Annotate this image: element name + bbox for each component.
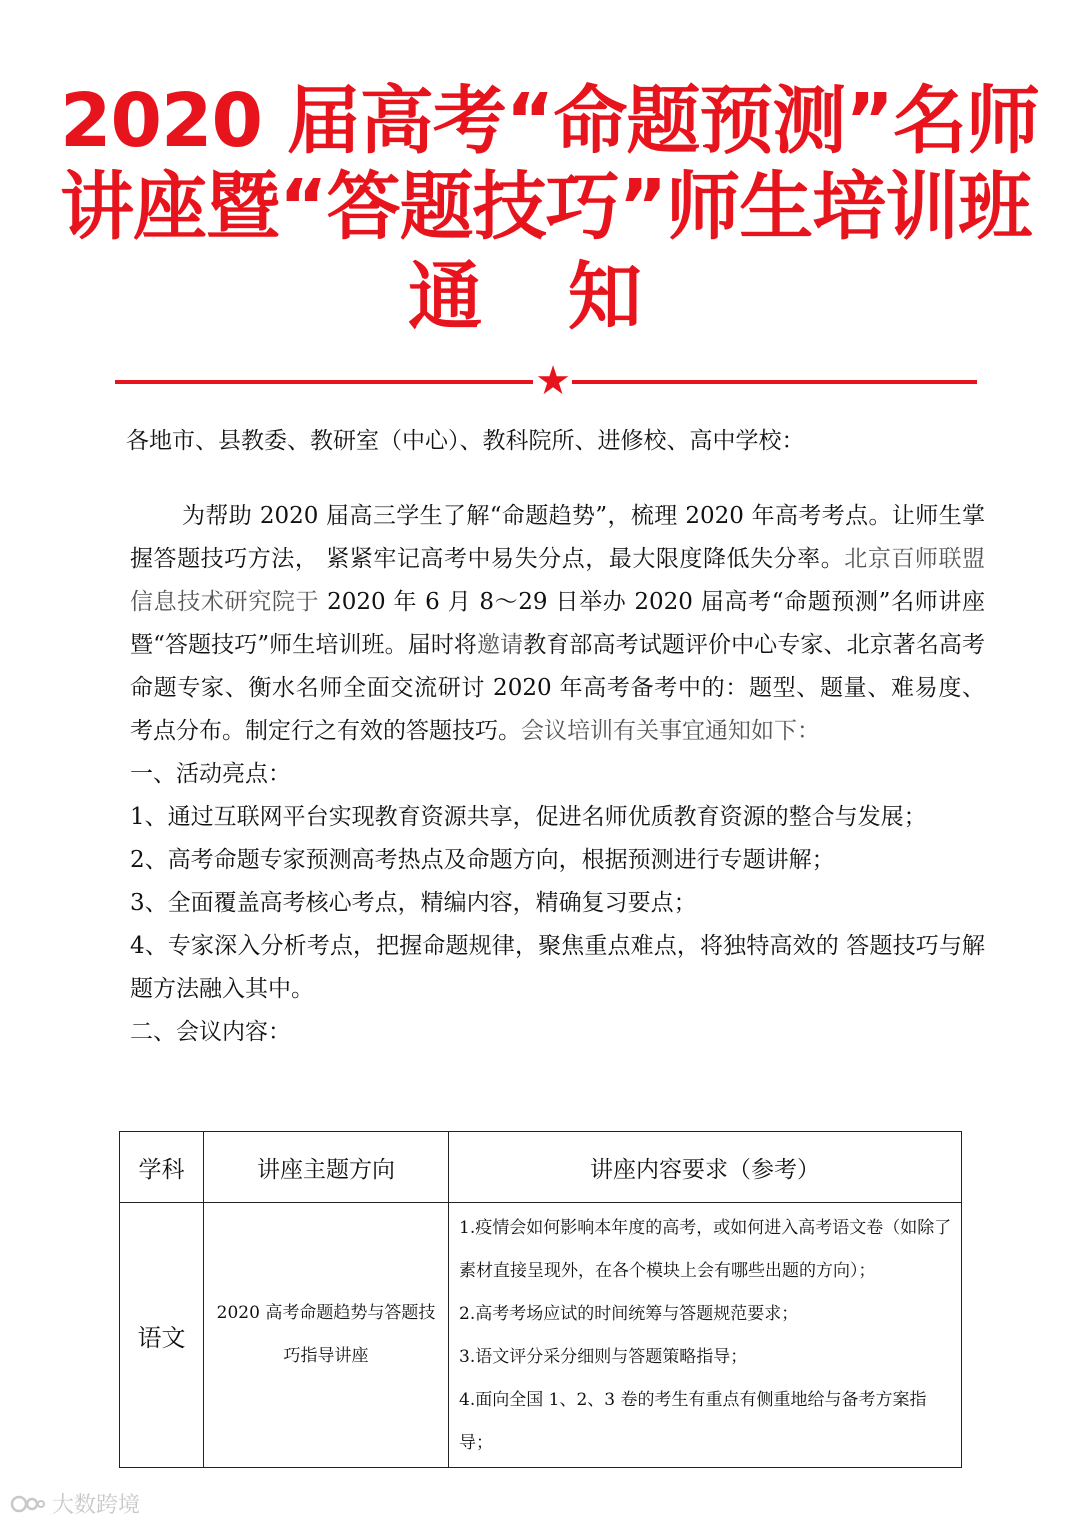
header-subject: 学科 <box>120 1132 204 1203</box>
highlight-item: 1、通过互联网平台实现教育资源共享，促进名师优质教育资源的整合与发展； <box>130 804 927 830</box>
watermark-text: 大数跨境 <box>52 1493 141 1518</box>
lecture-table <box>119 1131 962 1468</box>
intro-part-4: 邀请 <box>477 632 524 658</box>
header-content: 讲座内容要求（参考） <box>449 1132 962 1203</box>
red-divider <box>115 358 977 404</box>
content-item: 2.高考考场应试的时间统筹与答题规范要求； <box>459 1304 799 1324</box>
title-line-3: 通 知 <box>408 254 672 340</box>
highlight-item: 4、专家深入分析考点，把握命题规律，聚焦重点难点，将独特高效的 答题技巧与解题方法融入其中。 <box>130 933 985 1002</box>
intro-paragraph <box>130 495 985 753</box>
header-topic: 讲座主题方向 <box>204 1132 449 1203</box>
divider-line-right <box>572 380 977 384</box>
notice-title <box>60 78 1039 340</box>
watermark-logo-icon <box>10 1492 46 1516</box>
highlight-item: 3、全面覆盖高考核心考点，精编内容，精确复习要点； <box>130 890 697 916</box>
highlight-item: 2、高考命题专家预测高考热点及命题方向，根据预测进行专题讲解； <box>130 847 835 873</box>
intro-part-5: 教育部高考试题评价中心专家、北京著名高考命题专家、衡水名师全面交流研讨 2020 年高考备考中的：题型、题量、难易度、考点分布。制定行之有效的答题技巧。 <box>130 632 985 744</box>
topic-cell: 2020 高考命题趋势与答题技巧指导讲座 <box>204 1203 449 1468</box>
star-icon: ★ <box>535 358 571 404</box>
divider-line-left <box>115 380 533 384</box>
recipients: 各地市、县教委、教研室（中心）、教科院所、进修校、高中学校： <box>126 428 805 454</box>
content-item: 3.语文评分采分细则与答题策略指导； <box>459 1347 748 1367</box>
subject-cell: 语文 <box>120 1203 204 1468</box>
table-row <box>120 1203 962 1468</box>
section-1-heading: 一、活动亮点： <box>130 761 291 787</box>
section-2-heading: 二、会议内容： <box>130 1019 291 1045</box>
intro-part-1: 为帮助 2020 届高三学生了解“命题趋势”，梳理 2020 年高考考点。让师生掌握答题技巧方法， 紧紧牢记高考中易失分点，最大限度降低失分率。 <box>130 503 985 572</box>
intro-part-6: 会议培训有关事宜通知如下： <box>521 718 820 744</box>
intro-part-2: 北京百师联盟信息技术研究院于 <box>130 546 985 615</box>
title-line-2: 讲座暨“答题技巧”师生培训班 <box>60 164 1032 250</box>
notice-body <box>130 495 985 1054</box>
table-header-row <box>120 1132 962 1203</box>
content-item: 4.面向全国 1、2、3 卷的考生有重点有侧重地给与备考方案指导； <box>459 1390 927 1453</box>
content-cell <box>449 1203 962 1468</box>
title-line-1: 2020 届高考“命题预测”名师 <box>60 78 1039 164</box>
content-item: 1.疫情会如何影响本年度的高考，或如何进入高考语文卷（如除了素材直接呈现外，在各个模块上会有哪些出题的方向）； <box>459 1218 952 1281</box>
watermark <box>10 1488 140 1519</box>
intro-part-3: 2020 年 6 月 8～29 日举办 2020 届高考“命题预测”名师讲座暨“答题技巧”师生培训班。届时将 <box>130 589 986 658</box>
